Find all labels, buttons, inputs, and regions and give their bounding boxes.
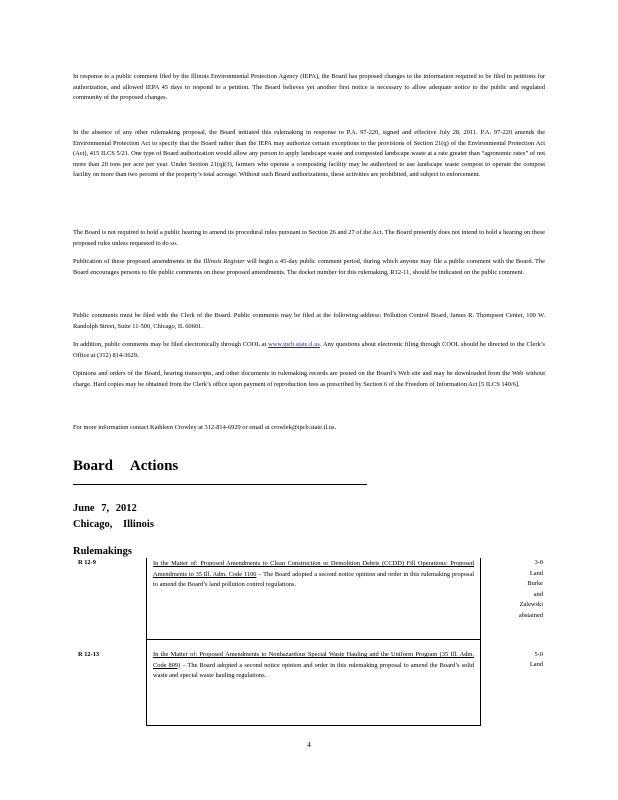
rulemaking-action: – The Board adopted a second notice opinion and order in this rulemaking proposal to amend the Board’s solid waste and special waste hauling regulations. bbox=[153, 661, 474, 679]
rulemaking-description bbox=[147, 640, 481, 726]
publication-text-before: Publication of these proposed amendments in the bbox=[73, 258, 204, 265]
electronic-text-before: In addition, public comments may be filed electronically through COOL at bbox=[73, 341, 269, 348]
board-website-link[interactable]: www.ipcb.state.il.us bbox=[268, 341, 320, 348]
vote-count: 5-0 bbox=[534, 650, 543, 658]
vote-cell bbox=[481, 558, 546, 640]
rulemakings-table bbox=[73, 558, 545, 726]
table-row bbox=[73, 558, 545, 640]
rulemaking-description bbox=[147, 558, 481, 640]
vote-note: abstained bbox=[518, 611, 543, 619]
vote-cell bbox=[481, 640, 546, 726]
page-number: 4 bbox=[307, 740, 311, 749]
electronic-text-after: . Any questions about electronic filing through COOL should be directed to the Clerk’s Office at (312) 814-3629. bbox=[73, 341, 545, 359]
docket-number: R 12-9 bbox=[78, 559, 96, 566]
rulemakings-heading: Rulemakings bbox=[73, 546, 132, 557]
paragraph-hearing: The Board is not required to hold a public hearing to amend its procedural rules pursuant to Section 26 and 27 of the Act. The Board presently does not intend to hold a hearing on these proposed rules unless requested to do so. bbox=[73, 229, 545, 247]
vote-count: 3-0 bbox=[534, 559, 543, 566]
meeting-location: Chicago, Illinois bbox=[73, 519, 154, 530]
paragraph-publication bbox=[73, 257, 545, 278]
vote-member: Burke bbox=[527, 580, 543, 587]
rulemaking-title: In the Matter of: Proposed Amendments to Clean Construction or Demolition Debris (CCDD) Fill Operations: Proposed Amendments to 35 Ill. Adm. Code 1100 bbox=[153, 560, 474, 578]
rulemaking-action: – The Board adopted a second notice opinion and order in this rulemaking proposal to amend the Board’s land pollution control regulations. bbox=[153, 570, 474, 588]
paragraph-iepa-comment: In response to a public comment filed by the Illinois Environmental Protection Agency (IEPA), the Board has proposed changes to the information required to be filed in petitions for authorization, and allowed IEPA 45 days to respond to a petition. The Board believes yet another first notice is necessary to allow adequate notice to the public and regulated community of the proposed changes. bbox=[73, 73, 545, 101]
paragraph-electronic-filing bbox=[73, 340, 545, 361]
publication-text-after: will begin a 45-day public comment period, during which anyone may file a public comment with the Board. The Board encourages persons to file public comments on these proposed amendments. The docket number for this rulemaking, R12-11, should be indicated on the public comment. bbox=[73, 258, 545, 276]
paragraph-documents: Opinions and orders of the Board, hearing transcripts, and other documents in rulemaking records are posted on the Board’s Web site and may be downloaded from the Web without charge. Hard copies may be obtained from the Clerk’s office upon payment of reproduction fees as prescribed by Section 6 of the Freedom of Information Act [5 ILCS 140/6]. bbox=[73, 370, 545, 388]
section-title: Board Actions bbox=[73, 458, 179, 474]
paragraph-filing-address: Public comments must be filed with the Clerk of the Board. Public comments may be filed at the following address: Pollution Control Board, James R. Thompson Center, 100 W. Randolph Street, Suite 11-500, Chicago, IL 60601. bbox=[73, 312, 545, 330]
rulemaking-title: In the Matter of: Proposed Amendments to Nonhazardous Special Waste Hauling and the Uniform Program (35 Ill. Adm. Code 809) bbox=[153, 651, 474, 669]
vote-member: and bbox=[533, 590, 543, 598]
vote-member: Zalewski bbox=[519, 601, 543, 608]
meeting-date: June 7, 2012 bbox=[73, 503, 137, 514]
section-divider bbox=[73, 484, 367, 485]
illinois-register-title: Illinois Register bbox=[203, 258, 245, 265]
docket-number: R 12-13 bbox=[78, 650, 100, 658]
paragraph-contact: For more information contact Kathleen Crowley at 312-814-6929 or email at crowlek@ipcb.state.il.us. bbox=[73, 424, 337, 431]
vote-member: Land bbox=[529, 569, 543, 577]
vote-member: Land bbox=[529, 661, 543, 668]
table-row bbox=[73, 640, 545, 726]
paragraph-rulemaking-background: In the absence of any other rulemaking proposal, the Board initiated this rulemaking in response to P.A. 97-220, signed and effective July 28, 2011. P.A. 97-220 amends the Environmental Protection Act to specify that the Board rather than the IEPA may authorize certain exceptions to the provisions of Section 21(q) of the Environmental Protection Act (Act), 415 ILCS 5/21. One type of Board authorization would allow any person to apply landscape waste and composted landscape waste at a rate greater than “agronomic rates” of not more than 20 tons per acre per year. Under Section 21(q)(3), farmers who operate a composting facility may be authorized to use landscape waste compost to operate the compost facility on more than two percent of the property’s total acreage. Without such Board authorizations, these activities are prohibited, and subject to enforcement. bbox=[73, 129, 545, 178]
